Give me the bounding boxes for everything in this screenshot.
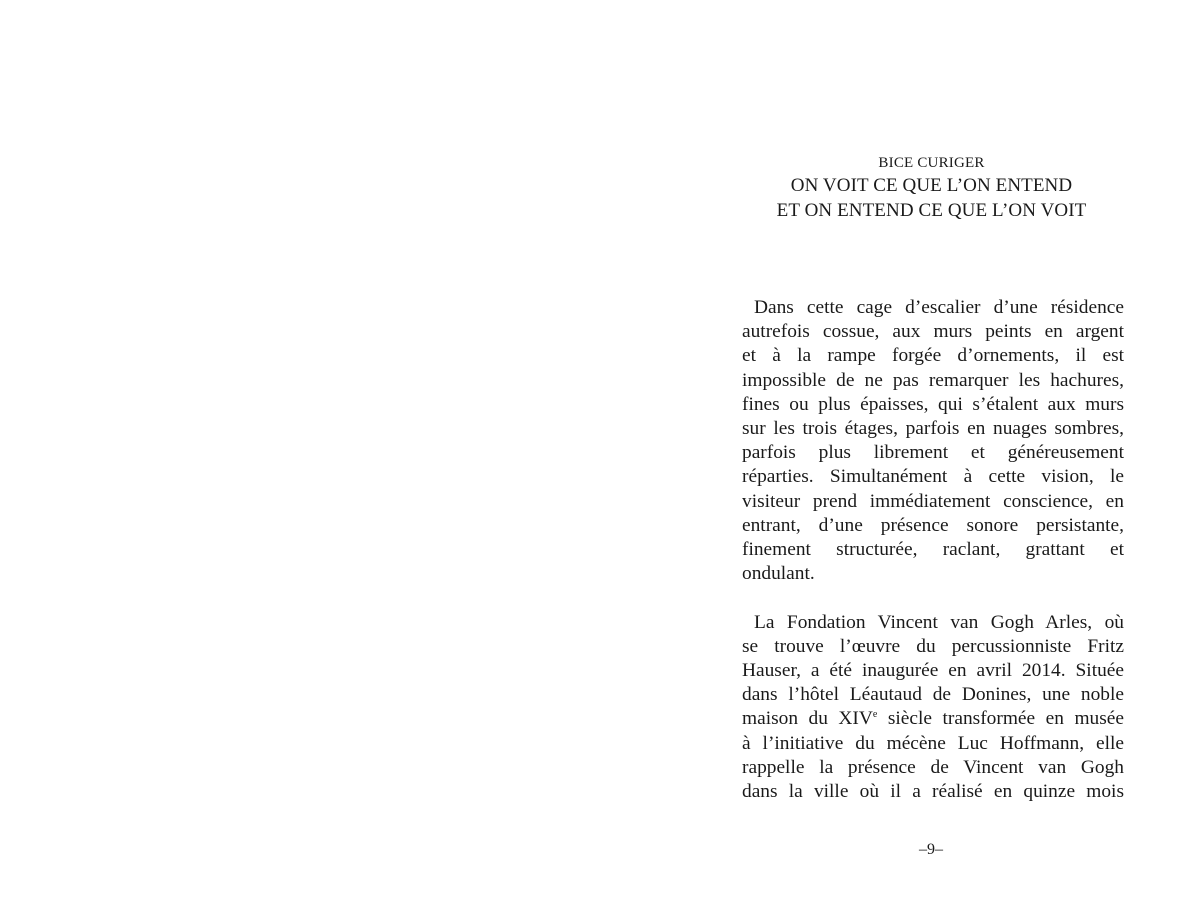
text-line: autrefois cossue, aux murs peints en argent: [742, 321, 1124, 343]
text-line: dans l’hôtel Léautaud de Donines, une noble: [742, 684, 1124, 706]
text-line: rappelle la présence de Vincent van Gogh: [742, 756, 1124, 778]
text-line: Dans cette cage d’escalier d’une résidence: [754, 297, 1124, 318]
text-line: réparties. Simultanément à cette vision, le: [742, 466, 1124, 488]
text-line: Hauser, a été inaugurée en avril 2014. Située: [742, 660, 1124, 682]
left-page-blank: [0, 0, 601, 900]
superscript: e: [872, 709, 878, 721]
chapter-header: [741, 153, 1122, 223]
text-line: ondulant.: [742, 563, 815, 585]
paragraph-gap: [742, 586, 1124, 610]
title-line-1: ON VOIT CE QUE L’ON ENTEND: [790, 175, 1073, 196]
text-line: à l’initiative du mécène Luc Hoffmann, elle: [742, 732, 1124, 754]
text-segment: siècle transformée en musée: [877, 708, 1124, 730]
paragraph-1: [742, 296, 1124, 586]
text-line: entrant, d’une présence sonore persistante,: [742, 514, 1124, 536]
text-segment: maison du XIV: [742, 708, 873, 730]
text-line: et à la rampe forgée d’ornements, il est: [742, 345, 1124, 367]
text-line: fines ou plus épaisses, qui s’étalent aux murs: [742, 393, 1124, 415]
title-line-2: ET ON ENTEND CE QUE L’ON VOIT: [776, 200, 1087, 221]
text-line: La Fondation Vincent van Gogh Arles, où: [754, 611, 1124, 633]
text-line: dans la ville où il a réalisé en quinze mois: [742, 781, 1124, 803]
text-line: parfois plus librement et généreusement: [742, 442, 1124, 464]
paragraph-2: [742, 611, 1124, 805]
text-line-with-superscript: [742, 707, 1124, 731]
text-line: finement structurée, raclant, grattant et: [742, 539, 1124, 561]
page-number: –9–: [919, 841, 943, 858]
author-name: BICE CURIGER: [878, 155, 985, 171]
text-line: se trouve l’œuvre du percussionniste Fritz: [742, 635, 1124, 657]
body-text: [742, 296, 1124, 804]
text-line: sur les trois étages, parfois en nuages sombres,: [742, 418, 1124, 440]
right-page: [601, 0, 1203, 900]
text-line: impossible de ne pas remarquer les hachures,: [742, 369, 1124, 391]
text-line: visiteur prend immédiatement conscience, en: [742, 490, 1124, 512]
